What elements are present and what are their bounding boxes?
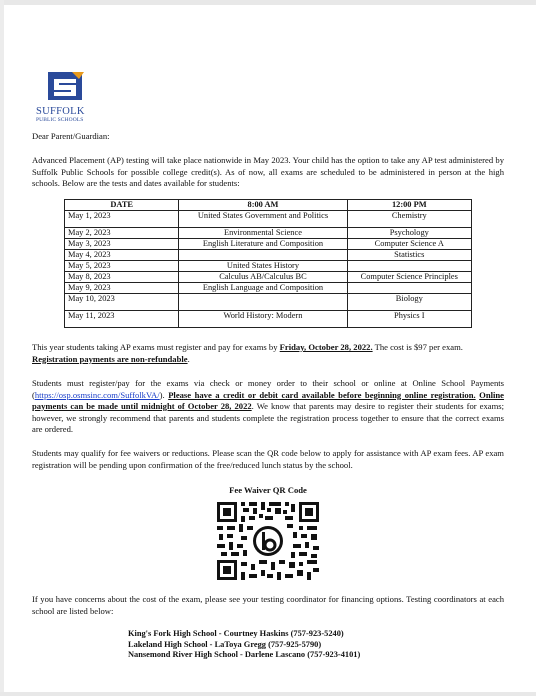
page-frame-top xyxy=(0,0,536,5)
table-row xyxy=(65,283,472,294)
greeting: Dear Parent/Guardian: xyxy=(32,131,110,141)
fee-waiver-paragraph: Students may qualify for fee waivers or reductions. Please scan the QR code below to apply for assistance with AP exam fees. AP exam registration will be pending upon confirmation of the free/reduced lunch status by the school. xyxy=(32,448,504,470)
am-exam-cell: Environmental Science xyxy=(179,228,347,239)
pm-exam-cell: Computer Science Principles xyxy=(347,272,471,283)
fee-waiver-qr-code[interactable] xyxy=(215,500,321,582)
coordinator-list xyxy=(128,629,360,661)
payment-paragraph xyxy=(32,342,504,365)
payment-text-2: The cost is $97 per exam. xyxy=(372,342,463,352)
am-exam-cell: English Language and Composition xyxy=(179,283,347,294)
am-exam-cell xyxy=(179,250,347,261)
osp-link[interactable]: https://osp.osmsinc.com/SuffolkVA/ xyxy=(34,389,160,400)
table-row xyxy=(65,228,472,239)
pm-exam-cell: Psychology xyxy=(347,228,471,239)
date-cell: May 9, 2023 xyxy=(65,283,179,294)
date-cell: May 2, 2023 xyxy=(65,228,179,239)
payment-text-1: This year students taking AP exams must register and pay for exams by xyxy=(32,342,280,352)
logo-subname: PUBLIC SCHOOLS xyxy=(36,117,84,123)
pm-exam-cell xyxy=(347,283,471,294)
card-note: Please have a credit or debit card available before beginning online registration. xyxy=(168,389,476,400)
table-row xyxy=(65,261,472,272)
registration-paragraph xyxy=(32,378,504,436)
logo-name: SUFFOLK xyxy=(36,106,85,117)
table-row xyxy=(65,250,472,261)
register-period: . xyxy=(251,401,254,411)
suffolk-s-icon xyxy=(46,70,86,104)
list-item: Nansemond River High School - Darlene Lascano (757-923-4101) xyxy=(128,650,361,659)
intro-paragraph: Advanced Placement (AP) testing will take place nationwide in May 2023. Your child has the option to take any AP test administered by Suffolk Public Schools for possible college credit(s). As of now, all exams are scheduled to be administered in person at the high schools. Below are the tests and dates available for students: xyxy=(32,155,504,188)
page-frame-bottom xyxy=(0,692,536,696)
date-cell: May 4, 2023 xyxy=(65,250,179,261)
pm-exam-cell xyxy=(347,261,471,272)
register-text-4: We know that parents may desire to register their students for exams; however, we strongly recommend that parents and students complete the registration process together to ensure that the correct exams are ordered. xyxy=(32,401,504,434)
list-item: Lakeland High School - LaToya Gregg (757-925-5790) xyxy=(128,639,322,649)
exam-schedule-table xyxy=(64,199,472,328)
register-text-2: ). xyxy=(159,389,169,400)
pm-exam-cell: Computer Science A xyxy=(347,239,471,250)
payment-period: . xyxy=(187,353,190,364)
am-exam-cell: United States Government and Politics xyxy=(179,211,347,228)
concerns-paragraph: If you have concerns about the cost of the exam, please see your testing coordinator for financing options. Testing coordinators at each school are listed below: xyxy=(32,594,504,616)
qr-title: Fee Waiver QR Code xyxy=(229,485,307,495)
date-cell: May 5, 2023 xyxy=(65,261,179,272)
pm-exam-cell: Chemistry xyxy=(347,211,471,228)
col-header-am: 8:00 AM xyxy=(179,200,347,211)
payment-deadline: Friday, October 28, 2022. xyxy=(279,342,373,352)
date-cell: May 8, 2023 xyxy=(65,272,179,283)
am-exam-cell: Calculus AB/Calculus BC xyxy=(179,272,347,283)
table-row xyxy=(65,294,472,311)
table-row xyxy=(65,272,472,283)
non-refundable-note: Registration payments are non-refundable xyxy=(32,353,188,364)
date-cell: May 11, 2023 xyxy=(65,311,179,328)
date-cell: May 1, 2023 xyxy=(65,211,179,228)
am-exam-cell: United States History xyxy=(179,261,347,272)
list-item: King's Fork High School - Courtney Haskins (757-923-5240) xyxy=(128,629,344,638)
am-exam-cell xyxy=(179,294,347,311)
am-exam-cell: World History: Modern xyxy=(179,311,347,328)
table-row xyxy=(65,311,472,328)
table-row xyxy=(65,211,472,228)
table-header-row xyxy=(65,200,472,211)
register-text-1: Students must register/pay for the exams via check or money order to their school or online at Online School Payments ( xyxy=(32,378,504,400)
online-deadline: Online payments can be made until midnight of October 28, 2022 xyxy=(32,389,504,411)
date-cell: May 3, 2023 xyxy=(65,239,179,250)
pm-exam-cell: Statistics xyxy=(347,250,471,261)
col-header-date: DATE xyxy=(65,200,179,211)
suffolk-logo xyxy=(36,70,100,124)
page-frame-left xyxy=(0,0,4,696)
date-cell: May 10, 2023 xyxy=(65,294,179,311)
pm-exam-cell: Physics I xyxy=(347,311,471,328)
col-header-pm: 12:00 PM xyxy=(347,200,471,211)
am-exam-cell: English Literature and Composition xyxy=(179,239,347,250)
pm-exam-cell: Biology xyxy=(347,294,471,311)
table-row xyxy=(65,239,472,250)
